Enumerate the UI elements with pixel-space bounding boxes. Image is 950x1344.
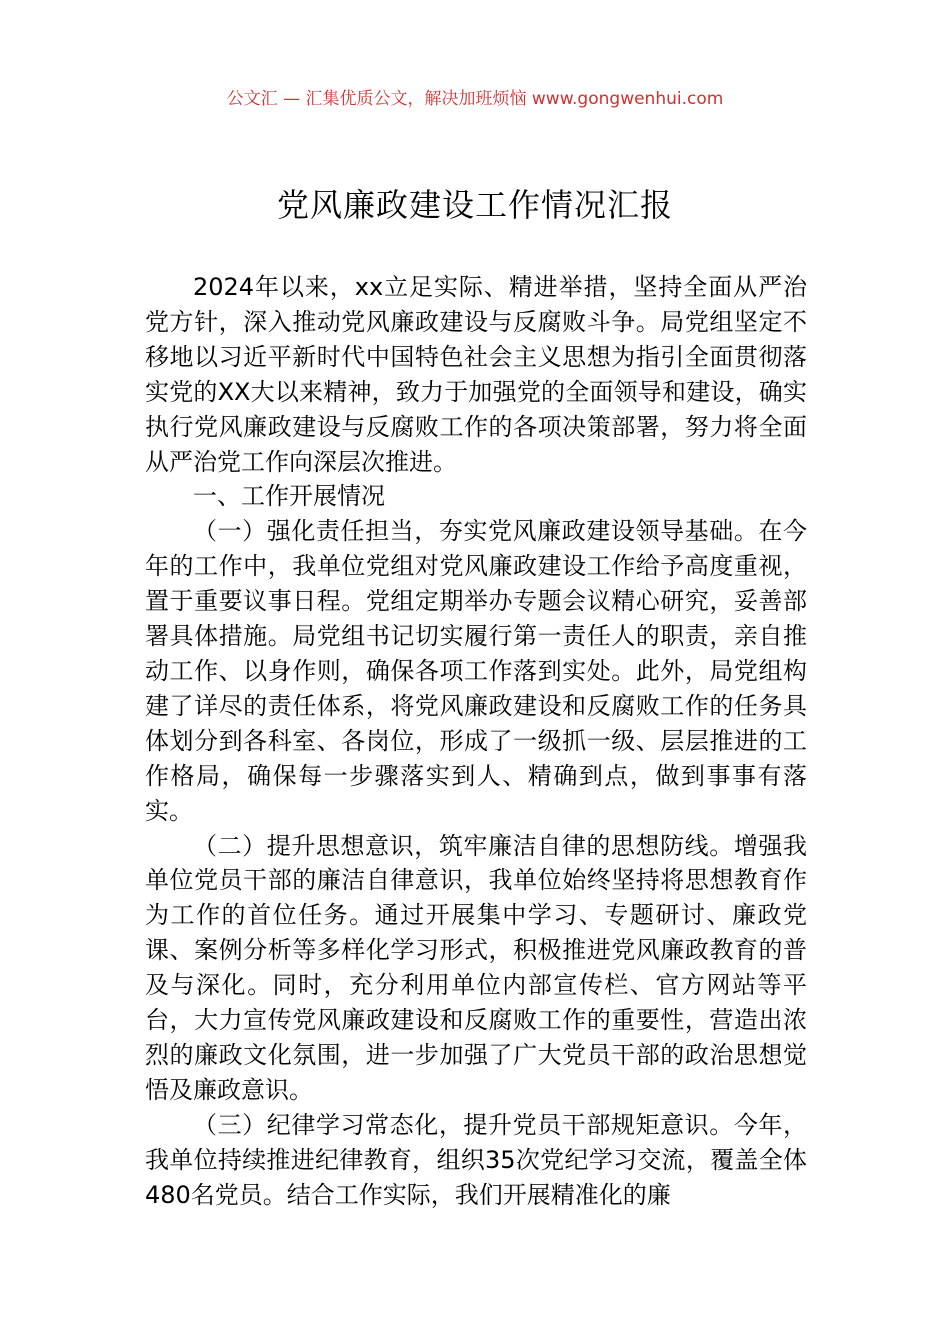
document-body [145,270,807,1212]
paragraph-3: （三）纪律学习常态化，提升党员干部规矩意识。今年，我单位持续推进纪律教育，组织35次党纪学习交流，覆盖全体480名党员。结合工作实际，我们开展精准化的廉 [145,1110,807,1209]
paragraph-2: （二）提升思想意识，筑牢廉洁自律的思想防线。增强我单位党员干部的廉洁自律意识，我单位始终坚持将思想教育作为工作的首位任务。通过开展集中学习、专题研讨、廉政党课、案例分析等多样化学习形式，积极推进党风廉政教育的普及与深化。同时，充分利用单位内部宣传栏、官方网站等平台，大力宣传党风廉政建设和反腐败工作的重要性，营造出浓烈的廉政文化氛围，进一步加强了广大党员干部的政治思想觉悟及廉政意识。 [145,831,807,1104]
paragraph-intro: 2024年以来，xx立足实际、精进举措，坚持全面从严治党方针，深入推动党风廉政建设与反腐败斗争。局党组坚定不移地以习近平新时代中国特色社会主义思想为指引全面贯彻落实党的XX大以来精神，致力于加强党的全面领导和建设，确实执行党风廉政建设与反腐败工作的各项决策部署，努力将全面从严治党工作向深层次推进。 [145,273,807,476]
site-banner: 公文汇 — 汇集优质公文，解决加班烦恼 www.gongwenhui.com [226,89,724,109]
document-title: 党风廉政建设工作情况汇报 [276,186,673,224]
paragraph-1: （一）强化责任担当，夯实党风廉政建设领导基础。在今年的工作中，我单位党组对党风廉政建设工作给予高度重视，置于重要议事日程。党组定期举办专题会议精心研究，妥善部署具体措施。局党组书记切实履行第一责任人的职责，亲自推动工作、以身作则，确保各项工作落到实处。此外，局党组构建了详尽的责任体系，将党风廉政建设和反腐败工作的任务具体划分到各科室、各岗位，形成了一级抓一级、层层推进的工作格局，确保每一步骤落实到人、精确到点，做到事事有落实。 [145,517,807,825]
section-heading: 一、工作开展情况 [193,482,385,511]
